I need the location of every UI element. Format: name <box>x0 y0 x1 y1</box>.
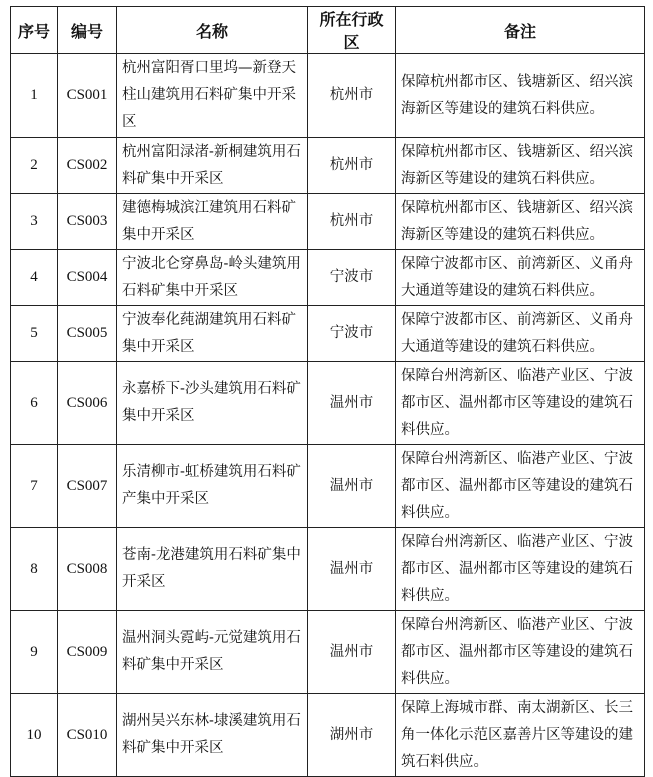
header-region: 所在行政区 <box>308 7 396 54</box>
row-code: CS008 <box>58 528 117 611</box>
header-index: 序号 <box>11 7 58 54</box>
row-region: 温州市 <box>308 362 396 445</box>
row-region: 温州市 <box>308 445 396 528</box>
row-region: 杭州市 <box>308 138 396 194</box>
row-code: CS009 <box>58 611 117 694</box>
row-index: 1 <box>11 54 58 138</box>
row-note: 保障杭州都市区、钱塘新区、绍兴滨海新区等建设的建筑石料供应。 <box>396 138 645 194</box>
row-region: 杭州市 <box>308 54 396 138</box>
table-row <box>11 445 645 528</box>
row-index: 8 <box>11 528 58 611</box>
row-note: 保障宁波都市区、前湾新区、义甬舟大通道等建设的建筑石料供应。 <box>396 250 645 306</box>
row-note: 保障台州湾新区、临港产业区、宁波都市区、温州都市区等建设的建筑石料供应。 <box>396 362 645 445</box>
row-code: CS007 <box>58 445 117 528</box>
table-header-row <box>11 7 645 54</box>
header-code: 编号 <box>58 7 117 54</box>
row-code: CS003 <box>58 194 117 250</box>
row-code: CS005 <box>58 306 117 362</box>
table-row <box>11 528 645 611</box>
row-code: CS006 <box>58 362 117 445</box>
row-index: 9 <box>11 611 58 694</box>
row-code: CS010 <box>58 694 117 777</box>
row-note: 保障杭州都市区、钱塘新区、绍兴滨海新区等建设的建筑石料供应。 <box>396 194 645 250</box>
table-row <box>11 611 645 694</box>
table-row <box>11 362 645 445</box>
row-note: 保障台州湾新区、临港产业区、宁波都市区、温州都市区等建设的建筑石料供应。 <box>396 528 645 611</box>
row-region: 温州市 <box>308 611 396 694</box>
mining-area-table <box>10 6 645 777</box>
row-name: 杭州富阳胥口里坞—新登天柱山建筑用石料矿集中开采区 <box>117 54 308 138</box>
row-region: 宁波市 <box>308 306 396 362</box>
row-name: 苍南-龙港建筑用石料矿集中开采区 <box>117 528 308 611</box>
table-row <box>11 694 645 777</box>
row-note: 保障上海城市群、南太湖新区、长三角一体化示范区嘉善片区等建设的建筑石料供应。 <box>396 694 645 777</box>
row-name: 温州洞头霓屿-元觉建筑用石料矿集中开采区 <box>117 611 308 694</box>
header-name: 名称 <box>117 7 308 54</box>
row-name: 宁波北仑穿鼻岛-岭头建筑用石料矿集中开采区 <box>117 250 308 306</box>
table-row <box>11 54 645 138</box>
row-note: 保障台州湾新区、临港产业区、宁波都市区、温州都市区等建设的建筑石料供应。 <box>396 611 645 694</box>
row-index: 7 <box>11 445 58 528</box>
header-note: 备注 <box>396 7 645 54</box>
row-name: 湖州吴兴东林-埭溪建筑用石料矿集中开采区 <box>117 694 308 777</box>
row-index: 3 <box>11 194 58 250</box>
row-index: 4 <box>11 250 58 306</box>
table-row <box>11 138 645 194</box>
row-name: 乐清柳市-虹桥建筑用石料矿产集中开采区 <box>117 445 308 528</box>
row-note: 保障台州湾新区、临港产业区、宁波都市区、温州都市区等建设的建筑石料供应。 <box>396 445 645 528</box>
table-row <box>11 194 645 250</box>
row-region: 宁波市 <box>308 250 396 306</box>
row-note: 保障杭州都市区、钱塘新区、绍兴滨海新区等建设的建筑石料供应。 <box>396 54 645 138</box>
row-name: 永嘉桥下-沙头建筑用石料矿集中开采区 <box>117 362 308 445</box>
row-name: 杭州富阳渌渚-新桐建筑用石料矿集中开采区 <box>117 138 308 194</box>
row-index: 5 <box>11 306 58 362</box>
row-code: CS004 <box>58 250 117 306</box>
row-name: 宁波奉化莼湖建筑用石料矿集中开采区 <box>117 306 308 362</box>
row-index: 2 <box>11 138 58 194</box>
row-name: 建德梅城滨江建筑用石料矿集中开采区 <box>117 194 308 250</box>
row-region: 温州市 <box>308 528 396 611</box>
row-index: 6 <box>11 362 58 445</box>
row-note: 保障宁波都市区、前湾新区、义甬舟大通道等建设的建筑石料供应。 <box>396 306 645 362</box>
row-region: 湖州市 <box>308 694 396 777</box>
row-region: 杭州市 <box>308 194 396 250</box>
table-row <box>11 306 645 362</box>
row-code: CS002 <box>58 138 117 194</box>
table-row <box>11 250 645 306</box>
row-code: CS001 <box>58 54 117 138</box>
row-index: 10 <box>11 694 58 777</box>
